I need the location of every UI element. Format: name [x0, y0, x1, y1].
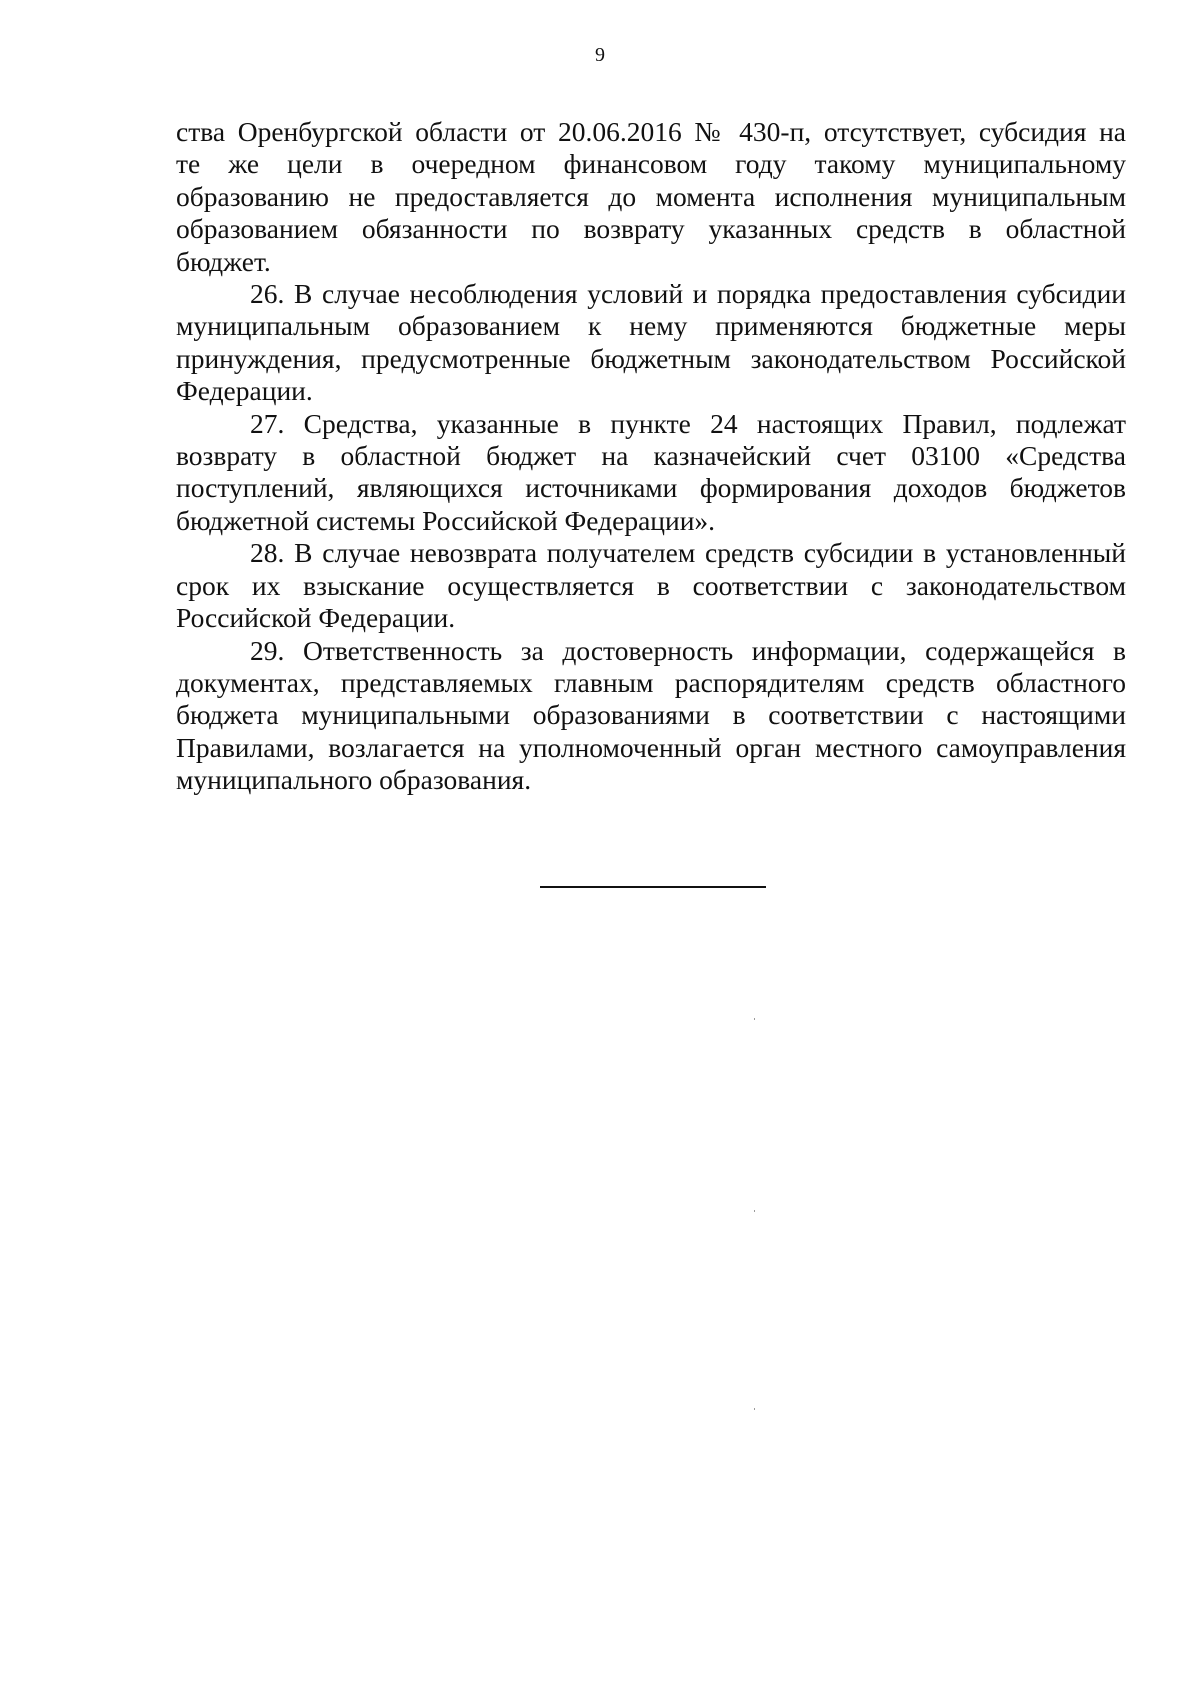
text-line: Российской Федерации. — [176, 602, 456, 634]
document-body — [176, 116, 1126, 797]
text-line: возврату в областной бюджет на казначейский счет 03100 «Средства — [176, 440, 1126, 472]
text-line: 28. В случае невозврата получателем средств субсидии в установленный — [250, 537, 1126, 569]
text-line: бюджета муниципальными образованиями в соответствии с настоящими — [176, 699, 1126, 731]
text-line: срок их взыскание осуществляется в соответствии с законодательством — [176, 569, 1126, 601]
text-line: образованию не предоставляется до момента исполнения муниципальным — [176, 180, 1126, 212]
text-line: Правилами, возлагается на уполномоченный орган местного самоуправления — [176, 731, 1126, 763]
text-line: принуждения, предусмотренные бюджетным законодательством Российской — [176, 342, 1126, 374]
text-line: бюджет. — [176, 245, 271, 277]
text-line: образованием обязанности по возврату указанных средств в областной — [176, 213, 1126, 245]
paragraph-continuation — [176, 116, 1126, 278]
paragraph-26 — [176, 278, 1126, 408]
text-line: поступлений, являющихся источниками формирования доходов бюджетов — [176, 472, 1126, 504]
text-line: ства Оренбургской области от 20.06.2016 № 430-п, отсутствует, субсидия на — [176, 116, 1126, 147]
text-line: те же цели в очередном финансовом году такому муниципальному — [176, 148, 1126, 180]
text-line: 29. Ответственность за достоверность информации, содержащейся в — [250, 634, 1126, 666]
scan-speck — [754, 1018, 755, 1020]
text-line: документах, представляемых главным распорядителям средств областного — [176, 666, 1126, 698]
text-line: муниципального образования. — [176, 764, 532, 796]
text-line: 27. Средства, указанные в пункте 24 настоящих Правил, подлежат — [250, 407, 1126, 439]
page-number: 9 — [595, 44, 605, 66]
text-line: бюджетной системы Российской Федерации». — [176, 504, 716, 536]
paragraph-29 — [176, 635, 1126, 797]
paragraph-28 — [176, 537, 1126, 634]
text-line: 26. В случае несоблюдения условий и порядка предоставления субсидии — [250, 278, 1126, 310]
text-line: Федерации. — [176, 375, 313, 407]
text-line: муниципальным образованием к нему применяются бюджетные меры — [176, 310, 1126, 342]
end-divider-line — [540, 886, 766, 888]
scan-speck — [754, 1210, 755, 1212]
paragraph-27 — [176, 408, 1126, 538]
scan-speck — [754, 1408, 755, 1410]
